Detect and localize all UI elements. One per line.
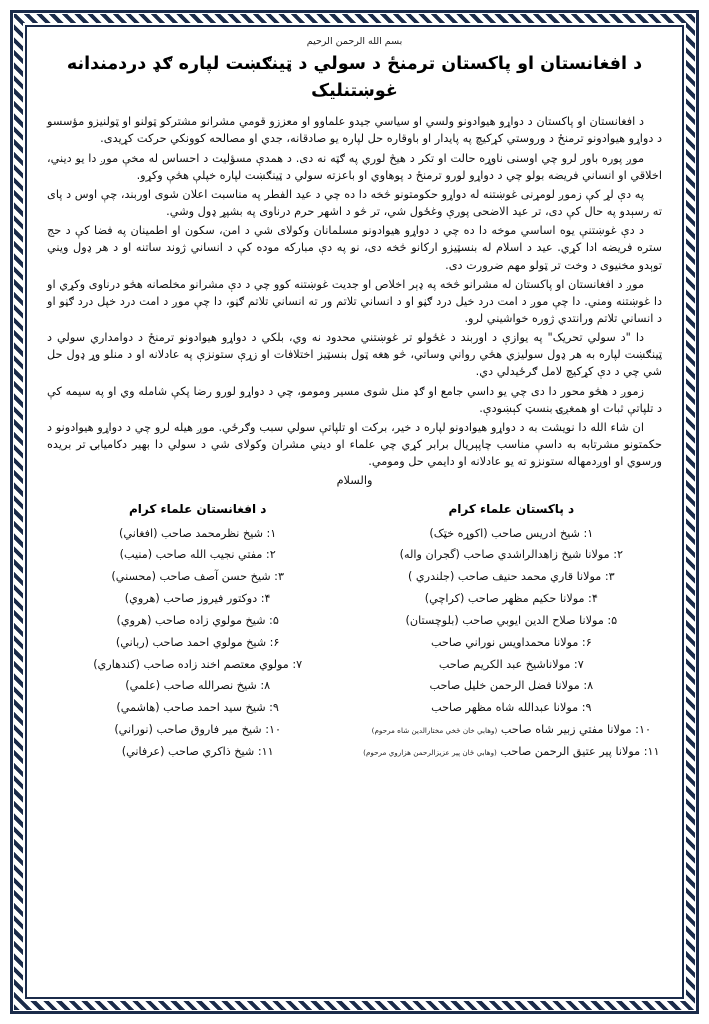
signatory-column-pakistan — [361, 502, 662, 763]
signatory-name: ۸: شیخ نصرالله صاحب (علمي) — [125, 679, 271, 693]
signatory-name: ۳: شیخ حسن آصف صاحب (محسني) — [111, 570, 284, 584]
list-item — [361, 741, 662, 763]
list-item — [47, 719, 348, 741]
signatory-name: ۱: شیخ نظرمحمد صاحب (افغاني) — [119, 526, 277, 540]
paragraph-1: د افغانستان او پاکستان د دواړو هیوادونو ولسي او سیاسي جیدو علماوو او معززو قومي مشرانو مشترکو ټولنو او ټولنیزو مؤسسو د دواړو هیوادونو ترمنځ د وروستي کړکیچ په پایدار او باوقاره حل لپاره یو صادقانه، جدي او مصالحه کوونکي حرکت کړیدی. — [47, 115, 662, 146]
signatory-name: ۵: شیخ مولوي زاده صاحب (هروي) — [116, 613, 279, 627]
document-body — [47, 113, 662, 489]
page-title: د افغانستان او پاکستان ترمنځ د سولي د ټینګښت لپاره ګډ دردمندانه غوښتنلیک — [66, 54, 643, 102]
signatory-name: ۲: مولانا شیخ زاهدالراشدي صاحب (گجران واله) — [399, 548, 623, 562]
list-item — [47, 741, 348, 763]
signatory-name: ۷: مولاناشیخ عبد الکریم صاحب — [438, 657, 584, 671]
signatory-name: ۱۱: شیخ ذاکري صاحب (عرفاني) — [121, 744, 274, 758]
signatory-name: ۴: مولانا حکیم مظهر صاحب (کراچي) — [424, 592, 598, 606]
signatory-name: ۱۱: مولانا پیر عتیق الرحمن صاحب — [500, 744, 660, 758]
signatory-column-heading-afghanistan: د افغانستان علماء کرام — [128, 501, 267, 516]
paragraph-8: ان شاء الله دا نویشت به د دواړو هیوادونو لپاره د خیر، برکت او تلپاتې سولي سبب وګرځي. موږ هیله لرو چي د دواړو هیوادونو د حکمتونو مشرتابه به داسې مناسب چاپېریال برابر کړي چي علماء او دیني مشران وکولای شي د سولي دا بهیر دکامیابۍ تر بریده ورسوي او اوږدمهاله ستونزو ته یو عادلانه او دایمي حل ومومي. — [47, 420, 662, 469]
closing-salutation: والسلام — [336, 474, 373, 488]
list-item — [361, 566, 662, 588]
signatory-name: ۷: مولوي معتصم اخند زاده صاحب (کندهاري) — [93, 657, 303, 671]
list-item — [47, 588, 348, 610]
list-item — [47, 523, 348, 545]
signatory-name: ۱: شیخ ادریس صاحب (اکوړه خټک) — [429, 526, 594, 540]
paragraph-7: زموږ د هڅو محور دا دی چي یو داسي جامع او ګډ منل شوی مسیر ومومو، چي د دواړو لورو رضا پکې شامله وي او په سیمه کې د تلپاتې ثبات او همغږۍ بنسټ کېښودې. — [47, 384, 662, 415]
signatory-column-afghanistan — [47, 502, 348, 763]
list-item — [361, 544, 662, 566]
signatory-name: ۶: مولانا محمداویس نوراني صاحب — [430, 635, 592, 649]
signatory-name: ۳: مولانا قاري محمد حنیف صاحب (جلندري ) — [408, 570, 615, 584]
list-item — [361, 675, 662, 697]
paragraph-6: دا "د سولي تحریک" په یوازې د اوربند د غځولو تر غوښتني محدود نه وي، بلکي د دواړو هیوادونو ترمنځ د دوامداري سولي د ټینګښت لپاره به هر ډول سولیزي هڅي رواني وساتي، څو هغه ټول بنسټیز اختلافات او زړې ستونزې په عادلانه او د منلو وړ ډول حل شي چي د دې کړکیچ لامل ګرځیدلي دي. — [47, 331, 662, 379]
list-item — [361, 697, 662, 719]
signatory-name: ۱۰: شیخ میر فاروق صاحب (نوراني) — [114, 723, 282, 737]
paragraph-4: د دې غوښتنې یوه اساسي موخه دا ده چي د دواړو هیوادونو مسلمانان وکولای شي د امن، سکون او اطمینان په فضا کې د حج ستره فریضه ادا کړي. عید د اسلام له بنسټیزو ارکانو څخه دی، نو په دې مبارکه موده کې د انساني ژوند ساتنه او د هر ډول ویني توېدو مخنیوی د وخت تر ټولو مهم ضرورت دی. — [47, 224, 662, 272]
paragraph-5: موږ د افغانستان او پاکستان له مشرانو څخه په ډېر اخلاص او جدیت غوښتنه کوو چي د دې مشرانو مخلصانه هڅو درناوی وکړي او دا غوښتنه ومني. دا چې موږ د امت درد خیل درد ګڼو او د انساني تلاتم ور ته انساني تلاتم ګڼو، دا چې موږ د امت درد خپل درد ګڼو او د انساني تلاتم ورانتدي ژوره خواشیني لرو. — [47, 277, 662, 325]
signatory-name: ۹: شیخ سید احمد صاحب (هاشمي) — [116, 701, 279, 715]
list-item — [47, 632, 348, 654]
signatories-section — [47, 502, 662, 763]
list-item — [47, 697, 348, 719]
list-item — [361, 523, 662, 545]
signatory-column-heading-pakistan: د پاکستان علماء کرام — [448, 501, 575, 516]
signatory-name: ۸: مولانا فضل الرحمن خلیل صاحب — [429, 679, 594, 693]
document-content — [31, 30, 678, 993]
paragraph-3: په دې لړ کې زموږ لومړنی غوښتنه له دواړو حکومتونو څخه دا ده چي د عید الفطر په مناسبت اعلان شوی اوربند، چې اوس د پای ته رسېدو په حال کې دی، تر عید الاضحی پورې وغځول شي، تر څو د اشهر حرم درناوی په بشپړ ډول وشي. — [47, 187, 662, 219]
signatory-note: (وهابي خان ځخي مختارالدین شاه مرحوم) — [371, 726, 498, 736]
list-item — [47, 675, 348, 697]
list-item — [361, 610, 662, 632]
list-item — [47, 654, 348, 676]
list-item — [361, 654, 662, 676]
signatory-list-pakistan — [361, 523, 662, 763]
signatory-name: ۴: دوکتور فیروز صاحب (هروي) — [124, 592, 271, 606]
paragraph-2: موږ پوره باور لرو چي اوسنی ناوړه حالت او تکر د هیڅ لوري په ګټه نه دی. د همدې مسؤلیت د احساس له مخې موږ دا یو دیني، اخلاقي او انساني فریضه بولو چي د دواړو لورو ترمنځ د پوهاوي او باعزته سولي د ټینګښت لپاره خپلې هڅې وکړو. — [47, 151, 662, 182]
list-item — [47, 566, 348, 588]
signatory-note: (وهابي ځان پیر عزیزالرحمن هزاروي مرحوم) — [363, 747, 497, 757]
basmala-line: بسم الله الرحمن الرحیم — [306, 36, 403, 47]
signatory-name: ۵: مولانا صلاح الدین ایوبي صاحب (بلوچستان) — [405, 613, 618, 627]
signatory-name: ۹: مولانا عبدالله شاه مظهر صاحب — [431, 701, 592, 715]
list-item — [47, 610, 348, 632]
signatory-list-afghanistan — [47, 523, 348, 763]
list-item — [361, 719, 662, 741]
signatory-name: ۱۰: مولانا مفتي زبیر شاه صاحب — [500, 723, 651, 737]
signatory-name: ۲: مفتي نجیب الله صاحب (منیب) — [119, 548, 276, 562]
list-item — [361, 588, 662, 610]
signatory-name: ۶: شیخ مولوي احمد صاحب (رباني) — [115, 635, 280, 649]
list-item — [47, 544, 348, 566]
list-item — [361, 632, 662, 654]
